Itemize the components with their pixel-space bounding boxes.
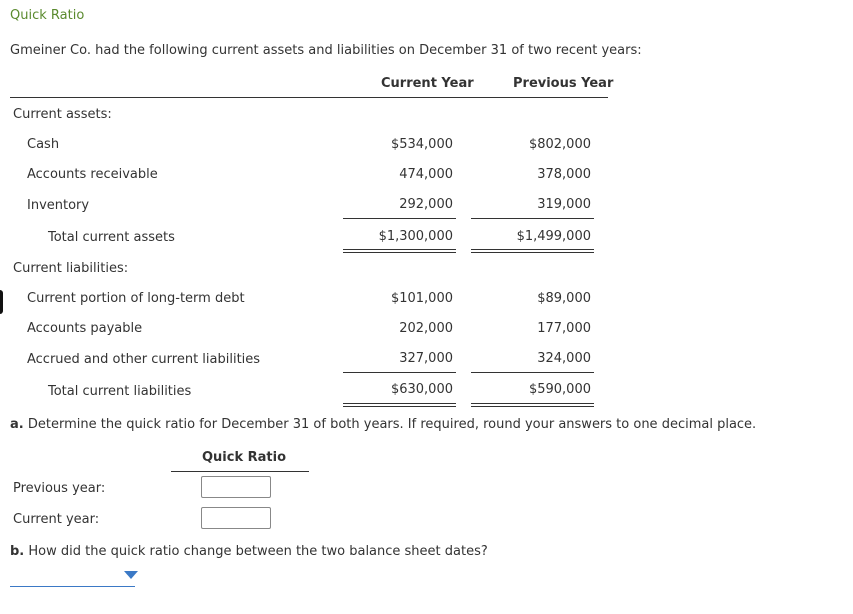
- previous-year-quick-ratio-input-box: [201, 476, 271, 498]
- total-liabilities-double-rule-previous: [471, 403, 594, 407]
- accrued-liabilities-previous: 324,000: [537, 351, 591, 366]
- accounts-receivable-previous: 378,000: [537, 167, 591, 182]
- accrued-liabilities-current: 327,000: [399, 351, 453, 366]
- question-b-prefix: b.: [10, 544, 25, 559]
- current-portion-debt-current: $101,000: [390, 291, 453, 306]
- row-label-accounts-receivable: Accounts receivable: [27, 167, 158, 182]
- accounts-payable-current: 202,000: [399, 321, 453, 336]
- current-liabilities-header: Current liabilities:: [13, 261, 129, 276]
- previous-year-label: Previous year:: [13, 481, 106, 496]
- row-label-accrued-liabilities: Accrued and other current liabilities: [27, 352, 261, 367]
- cash-previous: $802,000: [528, 137, 591, 152]
- previous-year-quick-ratio-input[interactable]: [202, 477, 270, 497]
- column-header-previous-year: Previous Year: [513, 76, 614, 91]
- row-label-current-portion-debt: Current portion of long-term debt: [27, 291, 245, 306]
- current-year-quick-ratio-input-box: [201, 507, 271, 529]
- problem-intro: Gmeiner Co. had the following current assets and liabilities on December 31 of two recent years:: [10, 43, 642, 58]
- total-assets-double-rule-previous: [471, 249, 594, 253]
- subtotal-rule-current: [343, 218, 456, 219]
- question-b: [10, 544, 488, 559]
- total-current-liabilities-current: $630,000: [390, 382, 453, 397]
- current-portion-debt-previous: $89,000: [537, 291, 591, 306]
- quick-ratio-column-header: Quick Ratio: [202, 450, 287, 465]
- total-current-assets-current: $1,300,000: [378, 229, 453, 244]
- inventory-previous: 319,000: [537, 197, 591, 212]
- chevron-down-icon[interactable]: [124, 571, 138, 579]
- total-current-liabilities-label: Total current liabilities: [48, 384, 192, 399]
- cash-current: $534,000: [390, 137, 453, 152]
- question-a-text: Determine the quick ratio for December 31 of both years. If required, round your answers to one decimal place.: [27, 417, 757, 432]
- total-current-assets-label: Total current assets: [48, 230, 175, 245]
- row-label-cash: Cash: [27, 137, 60, 152]
- accounts-receivable-current: 474,000: [399, 167, 453, 182]
- current-year-label: Current year:: [13, 512, 100, 527]
- page-title: Quick Ratio: [10, 8, 85, 23]
- row-label-accounts-payable: Accounts payable: [27, 321, 143, 336]
- header-rule: [10, 97, 608, 98]
- current-year-quick-ratio-input[interactable]: [202, 508, 270, 528]
- liabilities-subtotal-rule-current: [343, 372, 456, 373]
- left-edge-marker: [0, 290, 3, 314]
- liabilities-subtotal-rule-previous: [471, 372, 594, 373]
- row-label-inventory: Inventory: [27, 198, 90, 213]
- current-assets-header: Current assets:: [13, 107, 112, 122]
- accounts-payable-previous: 177,000: [537, 321, 591, 336]
- question-b-text: How did the quick ratio change between the two balance sheet dates?: [28, 544, 488, 559]
- total-current-assets-previous: $1,499,000: [516, 229, 591, 244]
- total-assets-double-rule-current: [343, 249, 456, 253]
- inventory-current: 292,000: [399, 197, 453, 212]
- subtotal-rule-previous: [471, 218, 594, 219]
- total-liabilities-double-rule-current: [343, 403, 456, 407]
- column-header-current-year: Current Year: [381, 76, 474, 91]
- question-a: [10, 417, 756, 432]
- quick-ratio-change-dropdown[interactable]: [10, 566, 135, 587]
- quick-ratio-header-rule: [171, 471, 309, 472]
- total-current-liabilities-previous: $590,000: [528, 382, 591, 397]
- question-a-prefix: a.: [10, 417, 24, 432]
